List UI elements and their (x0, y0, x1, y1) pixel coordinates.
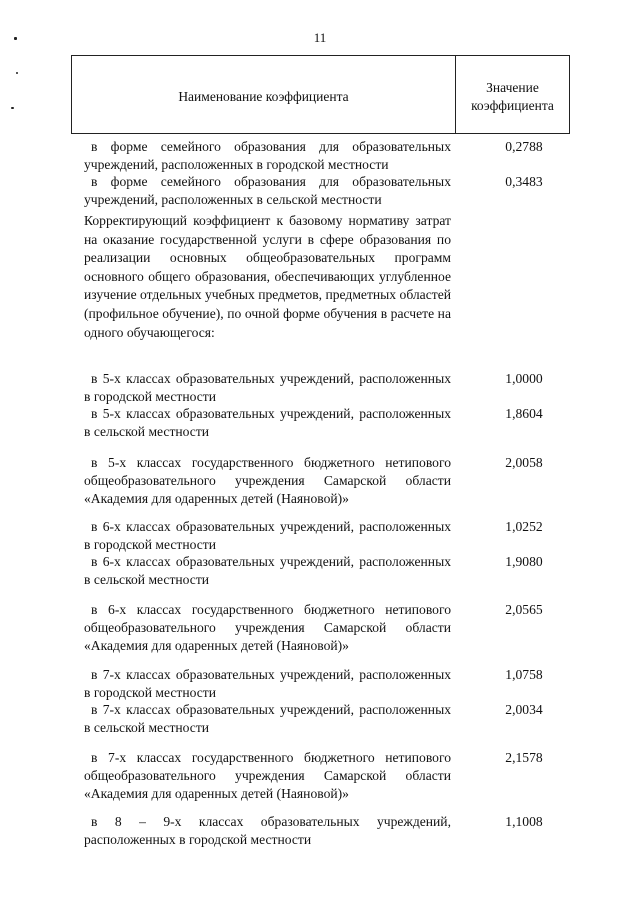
row-value: 0,2788 (505, 139, 543, 154)
header-value-line1: Значение (486, 79, 539, 95)
row-value: 2,0034 (505, 702, 543, 717)
scan-speck (14, 37, 17, 40)
page-number: 11 (313, 30, 327, 45)
row-value: 1,0252 (505, 519, 543, 534)
row-label: в 5-х классах образовательных учреждений, расположенных в городской местности (84, 371, 451, 404)
header-value-line2: коэффициента (471, 97, 554, 113)
row-label: в 8 – 9-х классах образовательных учреждений, расположенных в городской местности (84, 814, 451, 847)
row-value: 1,0758 (505, 667, 543, 682)
row-value: 2,1578 (505, 750, 543, 765)
row-label: в 5-х классах государственного бюджетного нетипового общеобразовательного учреждения Самарской области «Академия для одаренных детей (Наяновой)» (84, 455, 451, 506)
row-value: 2,0565 (505, 602, 543, 617)
row-label: в 6-х классах образовательных учреждений, расположенных в сельской местности (84, 554, 451, 587)
header-name-column: Наименование коэффициента (72, 56, 456, 133)
row-label: в 6-х классах государственного бюджетного нетипового общеобразовательного учреждения Самарской области «Академия для одаренных детей (Наяновой)» (84, 602, 451, 653)
row-value: 1,0000 (505, 371, 543, 386)
row-label: в 5-х классах образовательных учреждений, расположенных в сельской местности (84, 406, 451, 439)
row-value: 1,8604 (505, 406, 543, 421)
row-label: в форме семейного образования для образовательных учреждений, расположенных в городской местности (84, 139, 451, 172)
row-value: 1,1008 (505, 814, 543, 829)
row-label: в 7-х классах государственного бюджетного нетипового общеобразовательного учреждения Самарской области «Академия для одаренных детей (Наяновой)» (84, 750, 451, 801)
scan-speck (11, 107, 14, 109)
row-label: в форме семейного образования для образовательных учреждений, расположенных в сельской местности (84, 174, 451, 207)
row-label: в 6-х классах образовательных учреждений, расположенных в городской местности (84, 519, 451, 552)
row-label: в 7-х классах образовательных учреждений, расположенных в сельской местности (84, 702, 451, 735)
row-value: 1,9080 (505, 554, 543, 569)
row-value: 2,0058 (505, 455, 543, 470)
row-value: 0,3483 (505, 174, 543, 189)
table-header (71, 55, 570, 134)
scan-speck (16, 72, 18, 74)
intro-paragraph: Корректирующий коэффициент к базовому нормативу затрат на оказание государственной услуги в сфере образования по реализации основных общеобразовательных программ основного общего образования, обеспечивающих углубленное изучение отдельных учебных предметов, предметных областей (профильное обучение), по очной форме обучения в расчете на одного обучающегося: (84, 213, 451, 340)
row-label: в 7-х классах образовательных учреждений, расположенных в городской местности (84, 667, 451, 700)
header-value-column (456, 56, 569, 133)
